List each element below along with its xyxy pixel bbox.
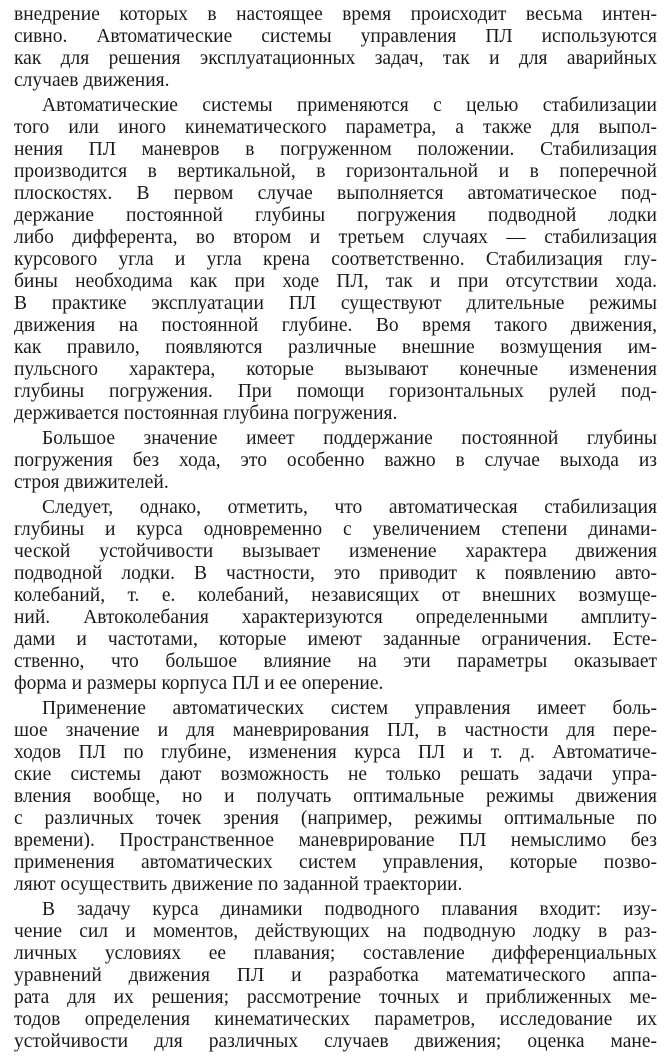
text-line: ляют осуществить движение по заданной траектории. — [14, 874, 463, 895]
text-line: курсового угла и угла крена соответственно. Стабилизация глу- — [14, 249, 657, 270]
paragraph-first-line: Большое значение имеет поддержание постоянной глубины — [42, 428, 657, 449]
text-line: погружения без хода, это особенно важно в случае выхода из — [14, 450, 657, 471]
text-line: внедрение которых в настоящее время происходит весьма интен- — [14, 4, 657, 25]
text-line: сивно. Автоматические системы управления ПЛ используются — [14, 26, 657, 47]
text-line: нения ПЛ маневров в погруженном положении. Стабилизация — [14, 139, 657, 160]
text-line: случаев движения. — [14, 70, 170, 91]
text-line: глубины погружения. При помощи горизонтальных рулей под- — [14, 381, 657, 402]
text-line: времени). Пространственное маневрирование ПЛ немыслимо без — [14, 830, 657, 851]
text-line: личных условиях ее плавания; составление дифференциальных — [14, 943, 657, 964]
text-line: ний. Автоколебания характеризуются определенными амплиту- — [14, 607, 657, 628]
text-line: ческой устойчивости вызывает изменение характера движения — [14, 541, 657, 562]
text-line: подводной лодки. В частности, это приводит к появлению авто- — [14, 563, 657, 584]
text-line: дами и частотами, которые имеют заданные ограничения. Есте- — [14, 629, 657, 650]
text-line: уравнений движения ПЛ и разработка математического аппа- — [14, 965, 657, 986]
text-line: либо дифферента, во втором и третьем случаях — стабилизация — [14, 227, 657, 248]
text-line: ственно, что большое влияние на эти параметры оказывает — [14, 651, 657, 672]
text-line: ские системы дают возможность не только решать задачи упра- — [14, 764, 657, 785]
text-line: держание постоянной глубины погружения подводной лодки — [14, 205, 657, 226]
text-line: как для решения эксплуатационных задач, так и для аварийных — [14, 48, 657, 69]
text-line: как правило, появляются различные внешние возмущения им- — [14, 337, 657, 358]
text-line: применения автоматических систем управления, которые позво- — [14, 852, 657, 873]
text-line: движения на постоянной глубине. Во время такого движения, — [14, 315, 657, 336]
text-line: форма и размеры корпуса ПЛ и ее оперение. — [14, 673, 384, 694]
paragraph-first-line: В задачу курса динамики подводного плавания входит: изу- — [42, 899, 657, 920]
text-line: шое значение и для маневрирования ПЛ, в частности для пере- — [14, 720, 657, 741]
text-line: глубины и курса одновременно с увеличением степени динами- — [14, 519, 657, 540]
text-line: строя движителей. — [14, 472, 169, 493]
paragraph-first-line: Следует, однако, отметить, что автоматическая стабилизация — [42, 497, 657, 518]
text-line: плоскостях. В первом случае выполняется автоматическое под- — [14, 183, 657, 204]
text-line: бины необходима как при ходе ПЛ, так и при отсутствии хода. — [14, 271, 657, 292]
text-line: устойчивости для различных случаев движения; оценка мане- — [14, 1031, 657, 1052]
text-line: тодов определения кинематических параметров, исследование их — [14, 1009, 657, 1030]
text-line: ходов ПЛ по глубине, изменения курса ПЛ и т. д. Автоматиче- — [14, 742, 657, 763]
text-line: производится в вертикальной, в горизонтальной и в поперечной — [14, 161, 657, 182]
text-line: вления вообще, но и получать оптимальные режимы движения — [14, 786, 657, 807]
text-line: чение сил и моментов, действующих на подводную лодку в раз- — [14, 921, 657, 942]
text-line: с различных точек зрения (например, режимы оптимальные по — [14, 808, 657, 829]
text-line: колебаний, т. е. колебаний, независящих от внешних возмуще- — [14, 585, 657, 606]
text-line: В практике эксплуатации ПЛ существуют длительные режимы — [14, 293, 657, 314]
text-line: рата для их решения; рассмотрение точных и приближенных ме- — [14, 987, 657, 1008]
paragraph-first-line: Автоматические системы применяются с целью стабилизации — [42, 95, 657, 116]
text-line: того или иного кинематического параметра, а также для выпол- — [14, 117, 657, 138]
text-line: пульсного характера, которые вызывают конечные изменения — [14, 359, 657, 380]
text-line: держивается постоянная глубина погружения. — [14, 403, 398, 424]
paragraph-first-line: Применение автоматических систем управления имеет боль- — [42, 698, 657, 719]
